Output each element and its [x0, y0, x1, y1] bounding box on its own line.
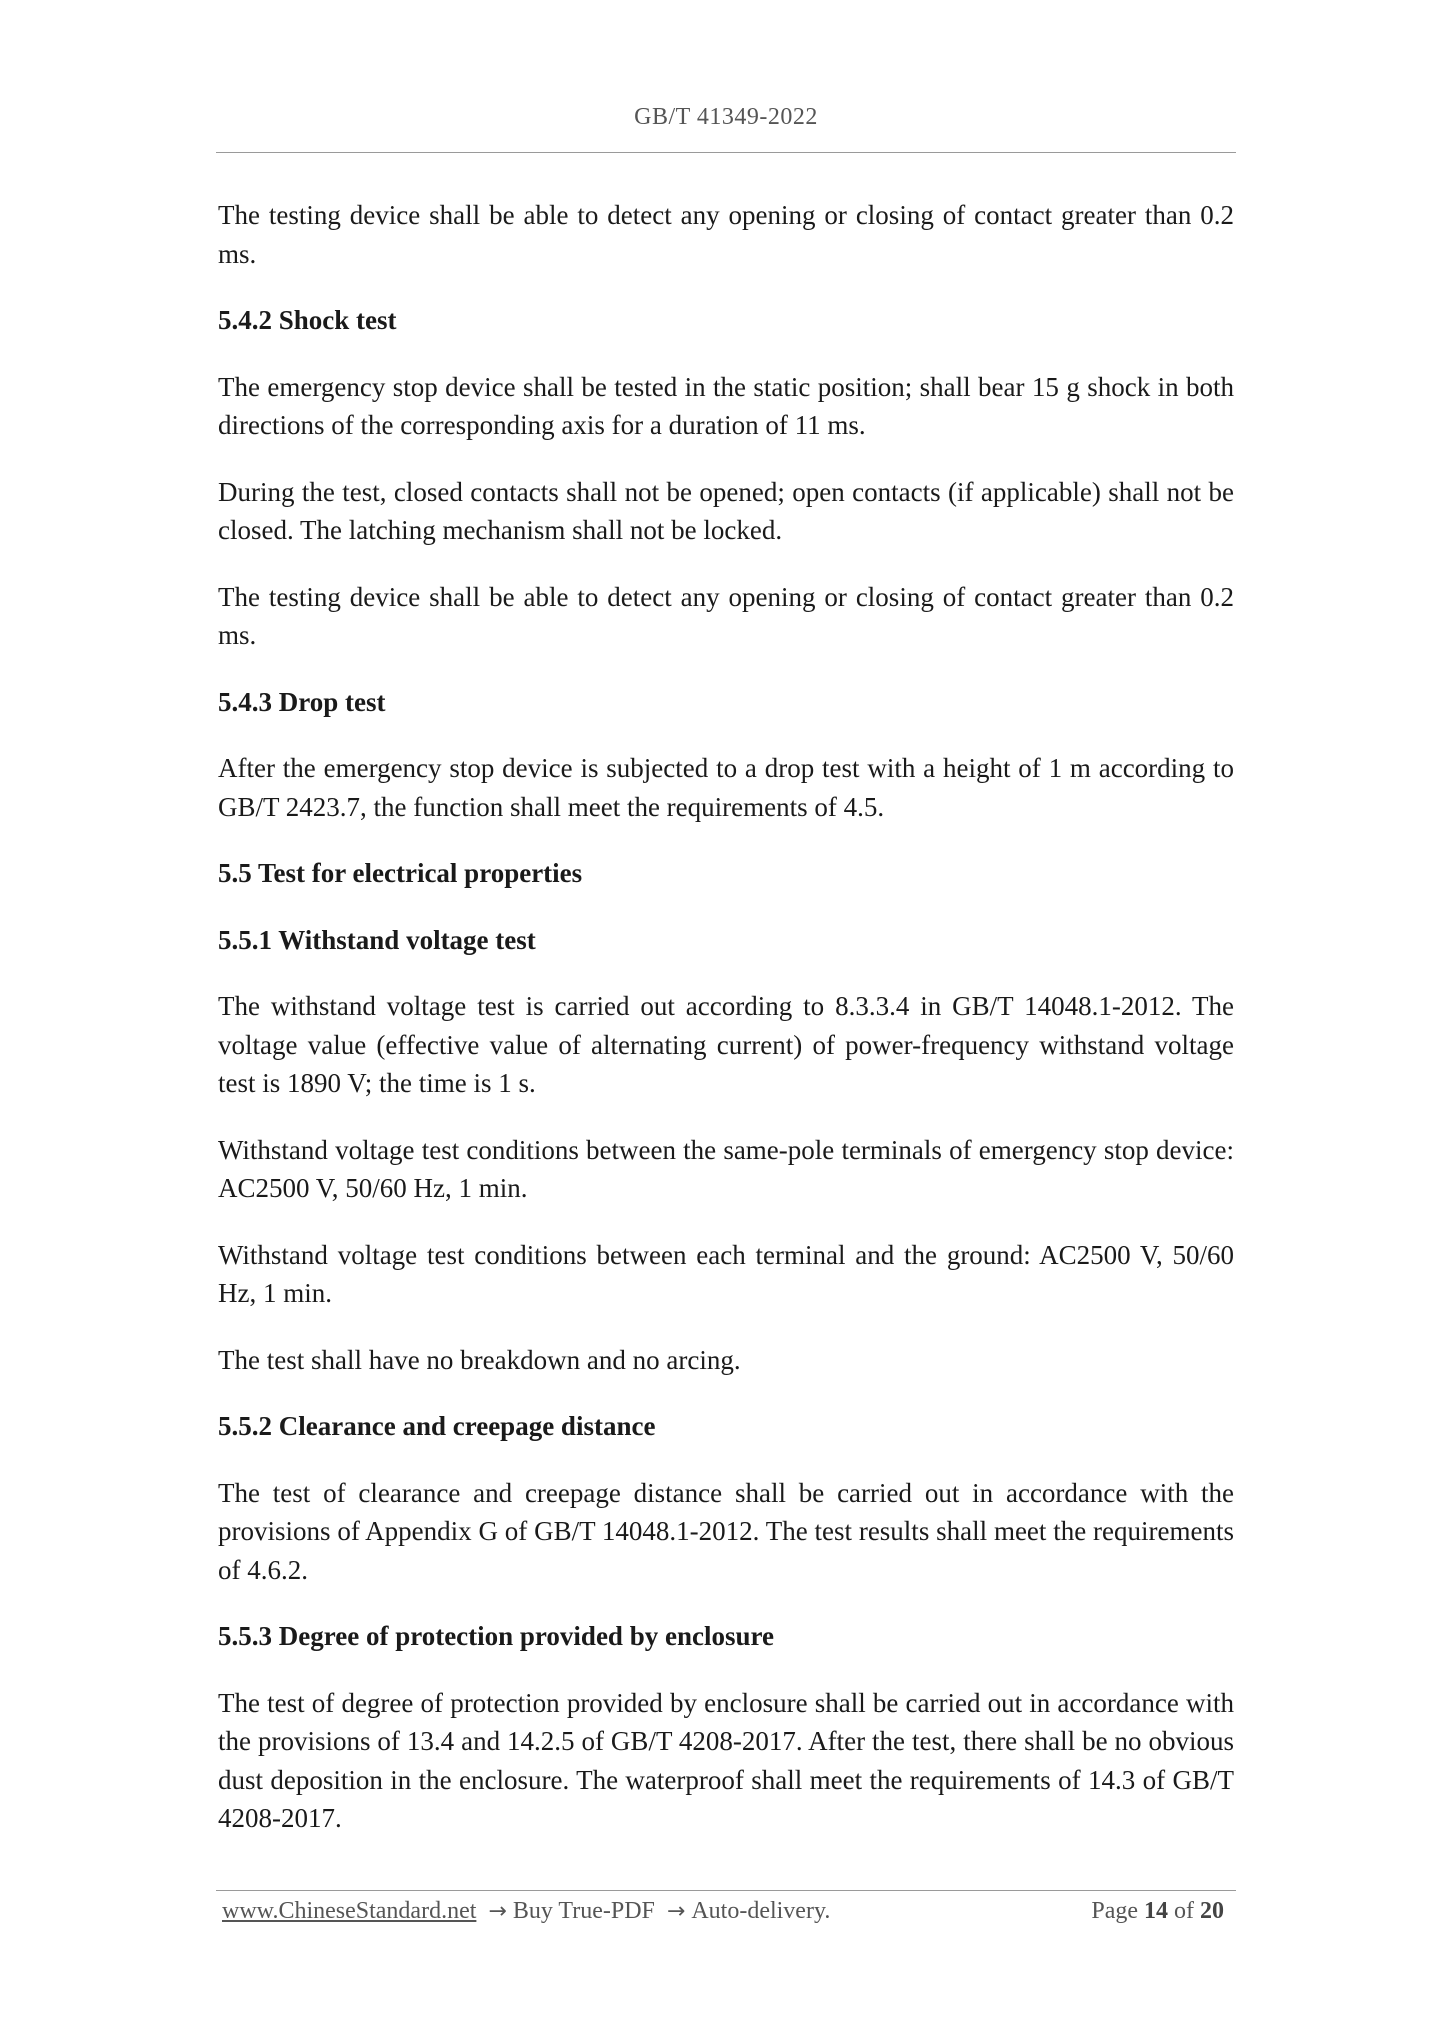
page-footer	[222, 1898, 1230, 1925]
paragraph: The test shall have no breakdown and no arcing.	[218, 1344, 741, 1375]
total-pages: 20	[1200, 1898, 1224, 1924]
paragraph: Withstand voltage test conditions between the same-pole terminals of emergency stop device: AC2500 V, 50/60 Hz, 1 min.	[218, 1134, 1234, 1203]
paragraph: The testing device shall be able to detect any opening or closing of contact greater than 0.2 ms.	[218, 581, 1234, 650]
footer-divider	[216, 1890, 1236, 1891]
document-body	[218, 196, 1234, 1866]
auto-delivery-text: Auto-delivery.	[691, 1898, 831, 1924]
arrow-right-icon: →	[666, 1899, 686, 1924]
paragraph: The withstand voltage test is carried out according to 8.3.3.4 in GB/T 14048.1-2012. The voltage value (effective value of alternating current) of power-frequency withstand voltage test is 1890 V; the time is 1 s.	[218, 991, 1234, 1098]
of-label: of	[1174, 1898, 1194, 1924]
paragraph: The testing device shall be able to detect any opening or closing of contact greater than 0.2 ms.	[218, 200, 1234, 269]
section-heading: 5.4.2 Shock test	[218, 305, 397, 335]
paragraph: After the emergency stop device is subjected to a drop test with a height of 1 m according to GB/T 2423.7, the function shall meet the requirements of 4.5.	[218, 753, 1234, 822]
paragraph: During the test, closed contacts shall not be opened; open contacts (if applicable) shall not be closed. The latching mechanism shall not be locked.	[218, 476, 1234, 545]
section-heading: 5.5 Test for electrical properties	[218, 858, 583, 888]
page-header-title: GB/T 41349-2022	[634, 104, 818, 130]
paragraph: Withstand voltage test conditions between each terminal and the ground: AC2500 V, 50/60 Hz, 1 min.	[218, 1239, 1234, 1308]
section-heading: 5.4.3 Drop test	[218, 686, 386, 717]
section-heading: 5.5.2 Clearance and creepage distance	[218, 1411, 656, 1441]
buy-pdf-text: Buy True-PDF	[512, 1898, 655, 1924]
website-link[interactable]: www.ChineseStandard.net	[222, 1898, 477, 1924]
header-divider	[216, 152, 1236, 153]
page-label: Page	[1091, 1898, 1138, 1924]
current-page: 14	[1144, 1898, 1168, 1924]
paragraph: The test of degree of protection provided by enclosure shall be carried out in accordance with the provisions of 13.4 and 14.2.5 of GB/T 4208-2017. After the test, there shall be no obvious dust deposition in the enclosure. The waterproof shall meet the requirements of 14.3 of GB/T 4208-2017.	[218, 1687, 1234, 1833]
paragraph: The test of clearance and creepage distance shall be carried out in accordance with the provisions of Appendix G of GB/T 14048.1-2012. The test results shall meet the requirements of 4.6.2.	[218, 1477, 1234, 1585]
section-heading: 5.5.1 Withstand voltage test	[218, 924, 536, 955]
page-number	[1091, 1898, 1230, 1925]
section-heading: 5.5.3 Degree of protection provided by enclosure	[218, 1621, 774, 1651]
footer-promo	[222, 1898, 830, 1925]
paragraph: The emergency stop device shall be tested in the static position; shall bear 15 g shock in both directions of the corresponding axis for a duration of 11 ms.	[218, 371, 1234, 440]
arrow-right-icon: →	[488, 1899, 507, 1924]
